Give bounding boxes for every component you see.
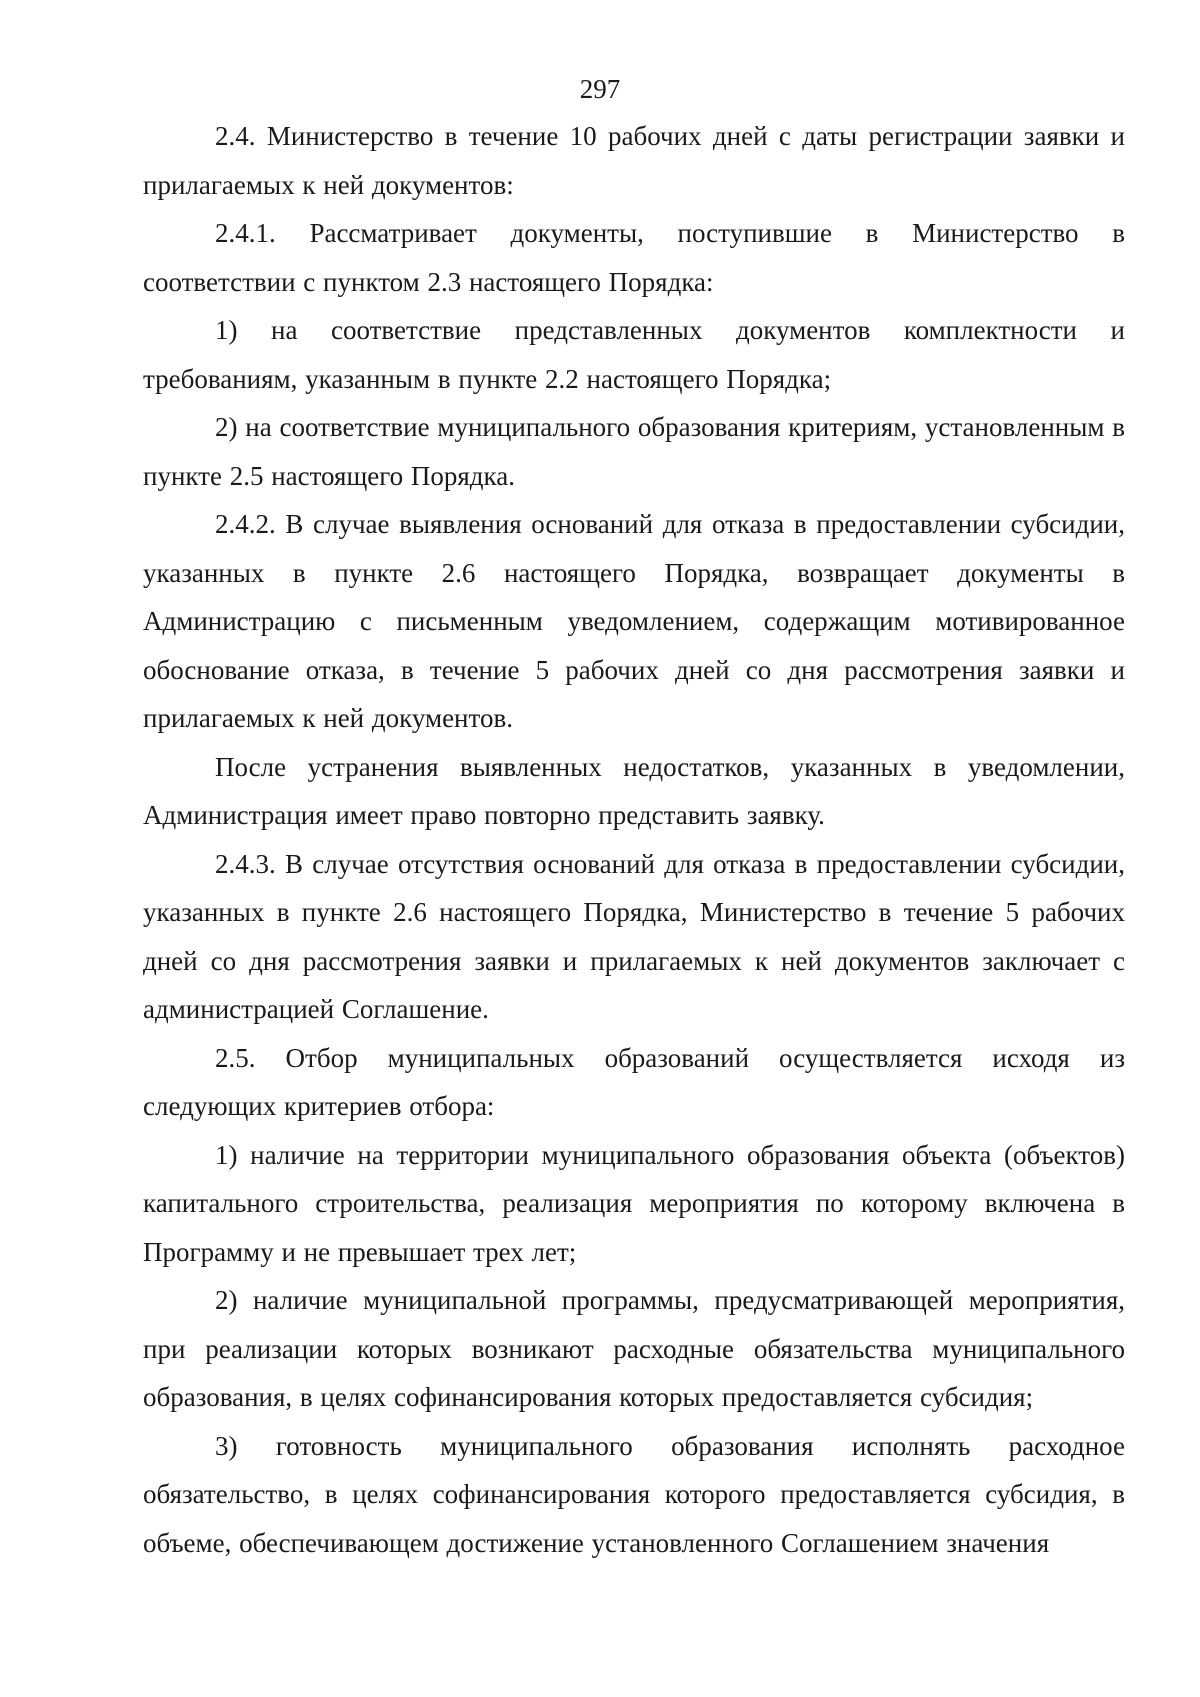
paragraph-2-5-criterion-2: 2) наличие муниципальной программы, предусматривающей мероприятия, при реализации которых возникают расходные обязательства муниципального образования, в целях софинансирования которых предоставляется субсидия; [143, 1285, 1125, 1412]
paragraph-2-5: 2.5. Отбор муниципальных образований осуществляется исходя из следующих критериев отбора: [143, 1042, 1125, 1121]
paragraph-2-4-2: 2.4.2. В случае выявления оснований для отказа в предоставлении субсидии, указанных в пункте 2.6 настоящего Порядка, возвращает документы в Администрацию с письменным уведомлением, содержащим мотивированное обоснование отказа, в течение 5 рабочих дней со дня рассмотрения заявки и прилагаемых к ней документов. [143, 509, 1125, 733]
paragraph-2-5-criterion-3: 3) готовность муниципального образования исполнять расходное обязательство, в целях софинансирования которого предоставляется субсидия, в объеме, обеспечивающем достижение установленного Соглашением значения [143, 1430, 1125, 1558]
paragraph-2-4-1-item-2: 2) на соответствие муниципального образования критериям, установленным в пункте 2.5 настоящего Порядка. [143, 412, 1125, 491]
paragraph-2-4-1: 2.4.1. Рассматривает документы, поступившие в Министерство в соответствии с пунктом 2.3 настоящего Порядка: [143, 218, 1125, 297]
paragraph-2-4: 2.4. Министерство в течение 10 рабочих дней с даты регистрации заявки и прилагаемых к ней документов: [143, 121, 1125, 200]
document-body [143, 112, 1125, 1567]
page-number: 297 [579, 74, 621, 104]
paragraph-2-5-criterion-1: 1) наличие на территории муниципального образования объекта (объектов) капитального строительства, реализация мероприятия по которому включена в Программу и не превышает трех лет; [143, 1139, 1125, 1267]
paragraph-resubmission: После устранения выявленных недостатков, указанных в уведомлении, Администрация имеет право повторно представить заявку. [143, 751, 1125, 830]
paragraph-2-4-1-item-1: 1) на соответствие представленных документов комплектности и требованиям, указанным в пункте 2.2 настоящего Порядка; [143, 315, 1125, 394]
paragraph-2-4-3: 2.4.3. В случае отсутствия оснований для отказа в предоставлении субсидии, указанных в пункте 2.6 настоящего Порядка, Министерство в течение 5 рабочих дней со дня рассмотрения заявки и прилагаемых к ней документов заключает с администрацией Соглашение. [143, 848, 1125, 1024]
